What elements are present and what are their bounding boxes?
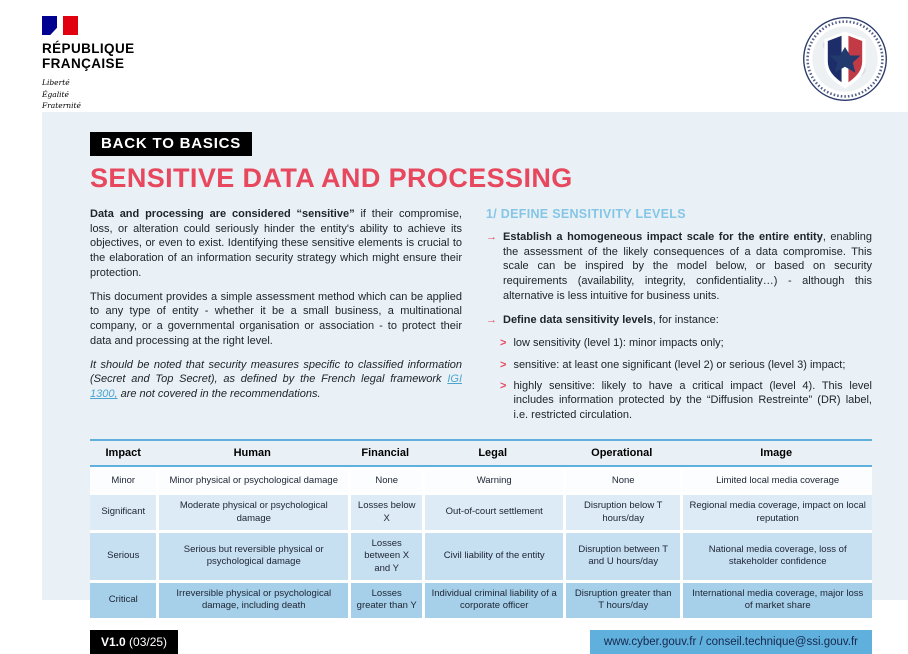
table-row-minor: Minor Minor physical or psychological damage None Warning None Limited local media coverage [90,467,872,492]
sensitivity-bullet-list [500,336,872,421]
impact-table [90,439,872,618]
arrow-icon: → [486,231,497,243]
header-impact: Impact [90,439,156,467]
card-footer [90,630,872,654]
arrow-item-sensitivity-levels: → Define data sensitivity levels, for instance: [486,313,719,326]
french-flag-icon [42,16,84,37]
anssi-seal-icon [802,16,888,102]
bullet-highly-sensitive: > highly sensitive: likely to have a critical impact (level 4). This level includes information protected by the “Diffusion Restreinte” (DR) label, i.e. restricted circulation. [500,380,872,421]
impact-label: Critical [90,580,156,618]
back-to-basics-badge: BACK TO BASICS [90,132,252,156]
table-header-row [90,439,872,467]
intro-paragraph-1: Data and processing are considered “sensitive” if their compromise, loss, or alteration could seriously hinder the entity's ability to achieve its objectives, or even to exist. Identifying these sensitive elements is crucial to the elaboration of an information security strategy which might ensure their protection. [90,208,462,279]
header-image: Image [680,439,872,467]
motto: Liberté Égalité Fraternité [42,78,81,111]
republic-name [42,42,135,71]
header-financial: Financial [348,439,422,467]
chevron-bullet-icon: > [500,380,507,392]
table-row-critical: Critical Irreversible physical or psychological damage, including death Losses greater than Y Individual criminal liability of a corporate officer Disruption greater than T hours/day International media coverage, major loss of market share [90,580,872,618]
contact-bar[interactable]: www.cyber.gouv.fr / conseil.technique@ssi.gouv.fr [590,630,872,654]
bullet-low-sensitivity: > low sensitivity (level 1): minor impacts only; [500,337,724,350]
impact-label: Serious [90,530,156,580]
page-title: SENSITIVE DATA AND PROCESSING [90,163,573,193]
intro-column [90,207,462,429]
impact-label: Minor [90,467,156,492]
republic-name-line1: RÉPUBLIQUE [42,41,135,56]
header-operational: Operational [563,439,680,467]
republic-name-line2: FRANÇAISE [42,55,125,71]
intro-paragraph-2: This document provides a simple assessment method which can be applied to any type of entity - whether it be a small business, a multinational company, or a governmental organisation or association - to protect their data and processing at the right level. [90,290,462,347]
republic-logo [42,16,135,112]
intro-paragraph-3: It should be noted that security measures specific to classified information (Secret and Top Secret), as defined by the French legal framework IGI 1300, are not covered in the recommendations. [90,358,462,401]
igi-1300-link[interactable]: IGI 1300, [90,373,462,401]
arrow-icon: → [486,313,497,326]
table-row-serious: Serious Serious but reversible physical or psychological damage Losses between X and Y Civil liability of the entity Disruption between T and U hours/day National media coverage, loss of stakeholder confidence [90,530,872,580]
chevron-bullet-icon: > [500,358,507,371]
impact-label: Significant [90,492,156,530]
bullet-sensitive: > sensitive: at least one significant (level 2) or serious (level 3) impact; [500,358,846,371]
header-legal: Legal [422,439,563,467]
content-card [42,112,908,649]
arrow-item-impact-scale: → Establish a homogeneous impact scale for the entire entity, enabling the assessment of the likely consequences of a data compromise. This scale can be inspired by the model below, or based on security requirements (availability, integrity, confidentiality…) - although this alternative is less intuitive for business units. [486,231,872,302]
version-badge: V1.0 (03/25) [90,630,178,654]
section-heading: 1/ DEFINE SENSITIVITY LEVELS [486,207,686,221]
header-human: Human [156,439,348,467]
table-row-significant: Significant Moderate physical or psychological damage Losses below X Out-of-court settlement Disruption below T hours/day Regional media coverage, impact on local reputation [90,492,872,530]
sensitivity-levels-section [486,207,872,429]
chevron-bullet-icon: > [500,337,507,350]
